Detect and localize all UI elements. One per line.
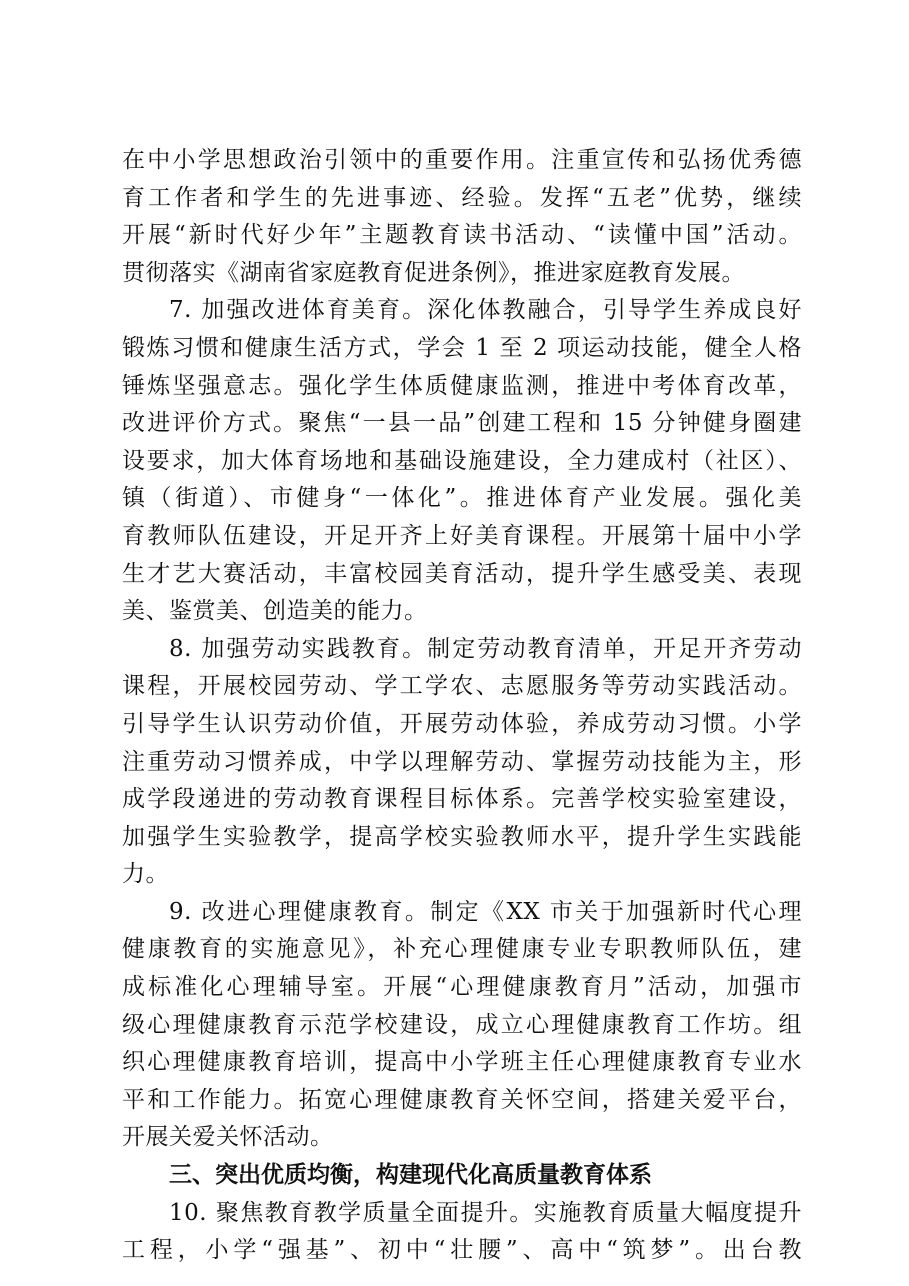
paragraph-line: 级心理健康教育示范学校建设，成立心理健康教育工作坊。组 [122,1011,802,1038]
section-7-first-line: 7. 加强改进体育美育。深化体教融合，引导学生养成良好 [169,297,802,324]
paragraph-line: 平和工作能力。拓宽心理健康教育关怀空间，搭建关爱平台， [122,1086,802,1113]
paragraph-line: 注重劳动习惯养成，中学以理解劳动、掌握劳动技能为主，形 [122,748,802,775]
paragraph-line: 锤炼坚强意志。强化学生体质健康监测，推进中考体育改革， [122,372,802,399]
paragraph-line: 力。 [122,861,169,888]
paragraph-line: 加强学生实验教学，提高学校实验教师水平，提升学生实践能 [122,823,802,850]
paragraph-line: 设要求，加大体育场地和基础设施建设，全力建成村（社区）、 [122,447,802,474]
paragraph-line: 贯彻落实《湖南省家庭教育促进条例》，推进家庭教育发展。 [122,259,745,286]
paragraph-line: 织心理健康教育培训，提高中小学班主任心理健康教育专业水 [122,1049,802,1076]
paragraph-line: 在中小学思想政治引领中的重要作用。注重宣传和弘扬优秀德 [122,147,802,173]
section-8-first-line: 8. 加强劳动实践教育。制定劳动教育清单，开足开齐劳动 [169,635,802,662]
section-10-first-line: 10. 聚焦教育教学质量全面提升。实施教育质量大幅度提升 [169,1199,802,1226]
paragraph-line: 育工作者和学生的先进事迹、经验。发挥“五老”优势，继续 [122,184,802,211]
paragraph-line: 美、鉴赏美、创造美的能力。 [122,598,428,625]
section-9-first-line: 9. 改进心理健康教育。制定《XX 市关于加强新时代心理 [169,898,802,925]
paragraph-line: 生才艺大赛活动，丰富校园美育活动，提升学生感受美、表现 [122,560,802,587]
paragraph-line: 改进评价方式。聚焦“一县一品”创建工程和 15 分钟健身圈建 [122,410,802,437]
paragraph-line: 健康教育的实施意见》，补充心理健康专业专职教师队伍，建 [122,936,802,963]
paragraph-line: 锻炼习惯和健康生活方式，学会 1 至 2 项运动技能，健全人格 [122,334,802,361]
paragraph-line: 课程，开展校园劳动、学工学农、志愿服务等劳动实践活动。 [122,673,802,700]
paragraph-line: 开展“新时代好少年”主题教育读书活动、“读懂中国”活动。 [122,222,802,249]
paragraph-line: 成学段递进的劳动教育课程目标体系。完善学校实验室建设， [122,786,802,813]
paragraph-line: 引导学生认识劳动价值，开展劳动体验，养成劳动习惯。小学 [122,710,802,737]
paragraph-line: 工程，小学“强基”、初中“壮腰”、高中“筑梦”。出台教 [122,1237,802,1264]
paragraph-line: 育教师队伍建设，开足开齐上好美育课程。开展第十届中小学 [122,522,802,549]
paragraph-line: 成标准化心理辅导室。开展“心理健康教育月”活动，加强市 [122,974,802,1001]
paragraph-line: 开展关爱关怀活动。 [122,1124,334,1151]
document-body [122,142,802,1270]
section-heading: 三、突出优质均衡，构建现代化高质量教育体系 [169,1162,652,1189]
paragraph-line: 镇（街道）、市健身“一体化”。推进体育产业发展。强化美 [122,485,802,512]
